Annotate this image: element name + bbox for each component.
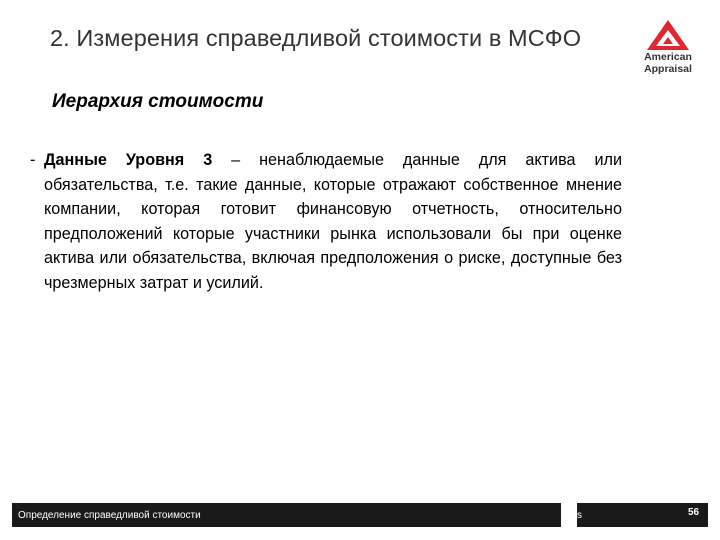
- footer-mid-text: s: [577, 510, 582, 521]
- footer-bar: [12, 503, 708, 527]
- footer-title: Определение справедливой стоимости: [18, 510, 201, 521]
- logo-line-1: American: [644, 51, 692, 63]
- paragraph-text: [44, 148, 622, 295]
- slide-title: 2. Измерения справедливой стоимости в МСФО: [50, 25, 582, 51]
- logo-wordmark: [636, 51, 700, 75]
- logo-line-2: Appraisal: [644, 63, 692, 75]
- level-3-definition: – ненаблюдаемые данные для актива или обязательства, т.е. такие данные, которые отражают собственное мнение компании, которая готовит финансовую отчетность, относительно предположений которые участники рынка использовали бы при оценке актива или обязательства, включая предположения о риске, доступные без чрезмерных затрат и усилий.: [44, 151, 622, 292]
- triangle-logo-icon: [645, 18, 691, 52]
- page-number: 56: [688, 507, 700, 518]
- body-paragraph: [30, 148, 622, 295]
- bullet-dash: -: [30, 151, 36, 169]
- slide-subtitle: Иерархия стоимости: [52, 91, 264, 112]
- level-3-term: Данные Уровня 3: [44, 151, 213, 169]
- footer-separator: [561, 503, 577, 527]
- company-logo: [636, 18, 700, 84]
